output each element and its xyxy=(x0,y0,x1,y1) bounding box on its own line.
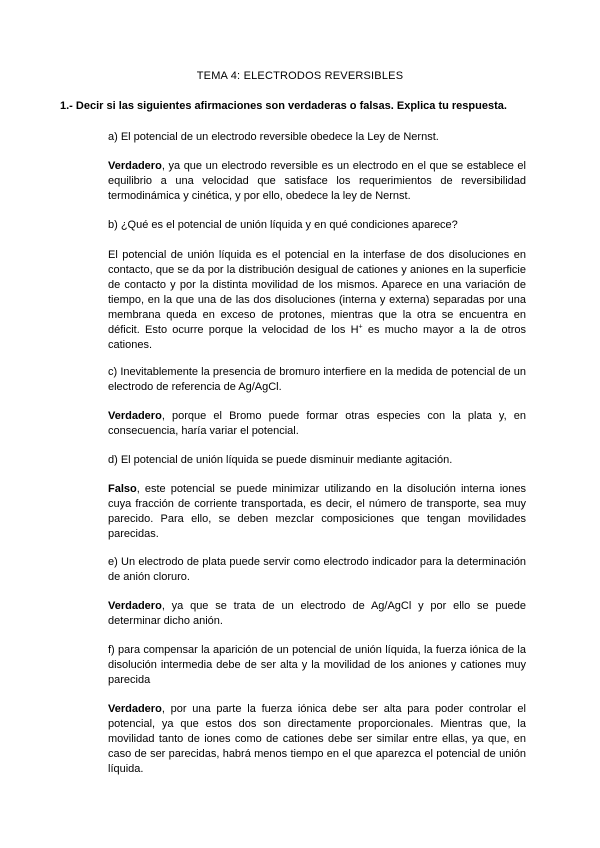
answer-d-text: , este potencial se puede minimizar utilizando en la disolución interna iones cuya fracción de corriente transportada, es decir, el número de transporte, sea muy parecido. Para ello, se deben mezclar composiciones que tengan movilidades parecidas. xyxy=(108,483,526,540)
answer-b-text-1: El potencial de unión líquida es el potencial en la interfase de dos disoluciones en contacto, que se da por la distribución desigual de cationes y aniones en la superficie de contacto y por la distinta movilidad de los mismos. Aparece en una variación de tiempo, en la que una de las dos disoluciones (interna y externa) separadas por una membrana queda en exceso de protones, mientras que la otra se encuentra en déficit. Esto ocurre porque la velocidad de los H xyxy=(108,249,526,336)
question-b: b) ¿Qué es el potencial de unión líquida y en qué condiciones aparece? xyxy=(108,219,458,231)
verdict-f: Verdadero xyxy=(108,703,162,715)
question-d: d) El potencial de unión líquida se puede disminuir mediante agitación. xyxy=(108,454,453,466)
page-title: TEMA 4: ELECTRODOS REVERSIBLES xyxy=(196,70,404,82)
question-a: a) El potencial de un electrodo reversible obedece la Ley de Nernst. xyxy=(108,131,439,143)
answer-d xyxy=(108,482,526,542)
question-c: c) Inevitablemente la presencia de bromuro interfiere en la medida de potencial de un electrodo de referencia de Ag/AgCl. xyxy=(108,366,526,393)
answer-c-text: , porque el Bromo puede formar otras especies con la plata y, en consecuencia, haría variar el potencial. xyxy=(108,410,526,437)
question-e: e) Un electrodo de plata puede servir como electrodo indicador para la determinación de anión cloruro. xyxy=(108,556,526,583)
answer-e-text: , ya que se trata de un electrodo de Ag/AgCl y por ello se puede determinar dicho anión. xyxy=(108,600,526,627)
verdict-d: Falso xyxy=(108,483,137,495)
answer-c xyxy=(108,409,526,439)
answer-e xyxy=(108,599,526,629)
verdict-c: Verdadero xyxy=(108,410,162,422)
verdict-a: Verdadero xyxy=(108,160,162,172)
answer-b-sup: + xyxy=(358,323,363,331)
question-f: f) para compensar la aparición de un potencial de unión líquida, la fuerza iónica de la disolución intermedia debe de ser alta y la movilidad de los aniones y cationes muy parecida xyxy=(108,644,526,686)
answer-b-text-2: es mucho mayor a la de otros cationes. xyxy=(108,324,526,351)
answer-f-text: , por una parte la fuerza iónica debe ser alta para poder controlar el potencial, ya que estos dos son directamente proporcionales. Mientras que, la movilidad tanto de iones como de cationes debe ser similar entre ellas, ya que, en caso de ser parecidas, habrá menos tiempo en el que aparezca el potencial de unión líquida. xyxy=(108,703,526,775)
exercise-heading: 1.- Decir si las siguientes afirmaciones son verdaderas o falsas. Explica tu respuesta. xyxy=(60,100,507,112)
answer-a-text: , ya que un electrodo reversible es un electrodo en el que se establece el equilibrio a una velocidad que satisface los requerimientos de reversibilidad termodinámica y cinética, y por ello, obedece la ley de Nernst. xyxy=(108,160,526,202)
answer-f xyxy=(108,702,526,777)
answer-b xyxy=(108,248,526,353)
answer-a xyxy=(108,159,526,204)
verdict-e: Verdadero xyxy=(108,600,162,612)
